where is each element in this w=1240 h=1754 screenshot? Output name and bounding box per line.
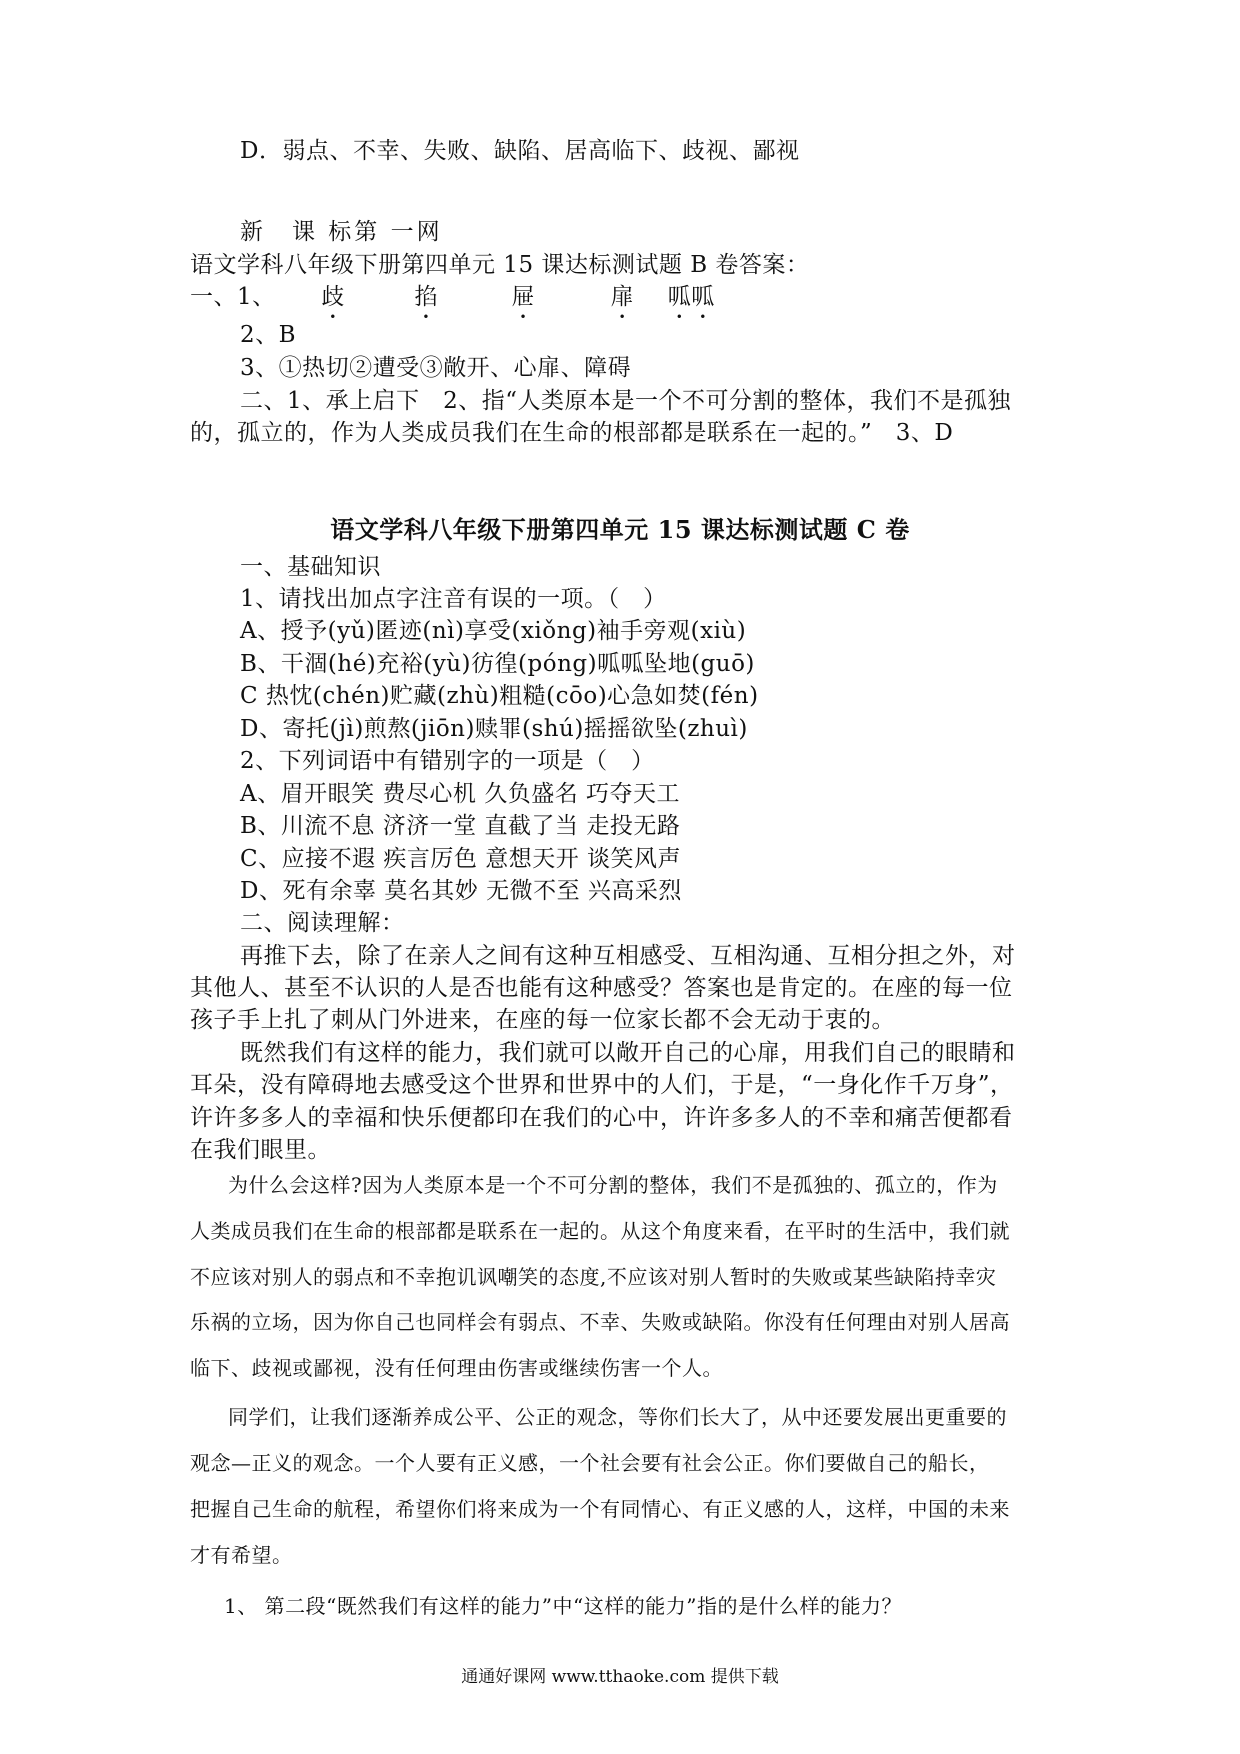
q2-option-b: B、川流不息 济济一堂 直截了当 走投无路 <box>240 813 681 839</box>
passage-p3-line5: 临下、歧视或鄙视，没有任何理由伤害或继续伤害一个人。 <box>190 1356 723 1380</box>
passage-p2-line2: 耳朵，没有障碍地去感受这个世界和世界中的人们，于是，“一身化作千万身”， <box>190 1072 1014 1098</box>
passage-p1-line3: 孩子手上扎了刺从门外进来，在座的每一位家长都不会无动于衷的。 <box>190 1007 895 1033</box>
site-watermark-text: 新 课 标第 一网 <box>240 219 443 245</box>
answer-b-q2: 2、B <box>240 322 297 348</box>
q2-stem: 2、下列词语中有错别字的一项是（ ） <box>240 748 655 774</box>
answer-b-heading: 语文学科八年级下册第四单元 15 课达标测试题 B 卷答案： <box>190 252 810 278</box>
test-c-title: 语文学科八年级下册第四单元 15 课达标测试题 C 卷 <box>330 515 910 544</box>
passage-p2-line4: 在我们眼里。 <box>190 1137 331 1163</box>
answer-b-q1-char-3: 屉 <box>511 284 536 310</box>
q1-stem: 1、请找出加点字注音有误的一项。（ ） <box>240 586 667 612</box>
passage-p4-line3: 把握自己生命的航程，希望你们将来成为一个有同情心、有正义感的人，这样，中国的未来 <box>190 1497 1010 1521</box>
answer-b-q3: 3、①热切②遭受③敞开、心扉、障碍 <box>240 355 632 381</box>
passage-p1-line2: 其他人、甚至不认识的人是否也能有这种感受？答案也是肯定的。在座的每一位 <box>190 975 1013 1001</box>
q1-option-b: B、干涸(hé)充裕(yù)彷徨(póng)呱呱坠地(guō) <box>240 651 755 677</box>
answer-b-part2-line2: 的，孤立的，作为人类成员我们在生命的根部都是联系在一起的。” 3、D <box>190 420 954 446</box>
page-footer: 通通好课网 www.tthaoke.com 提供下载 <box>461 1667 779 1687</box>
passage-p2-line1: 既然我们有这样的能力，我们就可以敞开自己的心扉，用我们自己的眼睛和 <box>240 1040 1016 1066</box>
q1-option-a: A、授予(yǔ)匿迹(nì)享受(xiǒng)袖手旁观(xiù) <box>240 618 747 644</box>
passage-p4-line2: 观念—正义的观念。一个人要有正义感，一个社会要有社会公正。你们要做自己的船长， <box>190 1451 990 1475</box>
q2-option-d: D、死有余辜 莫名其妙 无微不至 兴高采烈 <box>240 878 682 904</box>
answer-b-part2-line1: 二、1、承上启下 2、指“人类原本是一个不可分割的整体，我们不是孤独 <box>240 388 1012 414</box>
section1-heading: 一、基础知识 <box>240 554 381 580</box>
answer-b-q1 <box>190 282 715 324</box>
answer-b-q1-char-2: 掐 <box>414 284 438 310</box>
answer-b-q1-char-4: 扉 <box>610 284 635 310</box>
passage-p3-line2: 人类成员我们在生命的根部都是联系在一起的。从这个角度来看，在平时的生活中，我们就 <box>190 1219 1010 1243</box>
answer-b-q1-char-5: 呱呱 <box>667 284 715 310</box>
passage-p3-line3: 不应该对别人的弱点和不幸抱讥讽嘲笑的态度,不应该对别人暂时的失败或某些缺陷持幸灾 <box>190 1265 997 1289</box>
q2-option-a: A、眉开眼笑 费尽心机 久负盛名 巧夺天工 <box>240 781 681 807</box>
passage-p4-line4: 才有希望。 <box>190 1543 293 1567</box>
section2-heading: 二、阅读理解： <box>240 910 405 936</box>
q1-option-c: C 热忱(chén)贮藏(zhù)粗糙(cōo)心急如焚(fén) <box>240 683 759 709</box>
passage-p2-line3: 许许多多人的幸福和快乐便都印在我们的心中，许许多多人的不幸和痛苦便都看 <box>190 1105 1013 1131</box>
option-d-leftover: D．弱点、不幸、失败、缺陷、居高临下、歧视、鄙视 <box>240 138 800 164</box>
passage-p3-line1: 为什么会这样?因为人类原本是一个不可分割的整体，我们不是孤独的、孤立的，作为 <box>228 1173 998 1197</box>
q2-option-c: C、应接不遐 疾言厉色 意想天开 谈笑风声 <box>240 846 682 872</box>
passage-p3-line4: 乐祸的立场，因为你自己也同样会有弱点、不幸、失败或缺陷。你没有任何理由对别人居高 <box>190 1310 1010 1334</box>
q1-option-d: D、寄托(jì)煎熬(jiōn)赎罪(shú)摇摇欲坠(zhuì) <box>240 716 748 742</box>
answer-b-q1-char-1: 歧 <box>321 284 345 310</box>
passage-p1-line1: 再推下去，除了在亲人之间有这种互相感受、互相沟通、互相分担之外，对 <box>240 943 1016 969</box>
passage-p4-line1: 同学们，让我们逐渐养成公平、公正的观念，等你们长大了，从中还要发展出更重要的 <box>228 1405 1007 1429</box>
answer-b-q1-label: 一、1、 <box>190 284 276 310</box>
reading-question-1: 1、 第二段“既然我们有这样的能力”中“这样的能力”指的是什么样的能力？ <box>224 1594 902 1618</box>
